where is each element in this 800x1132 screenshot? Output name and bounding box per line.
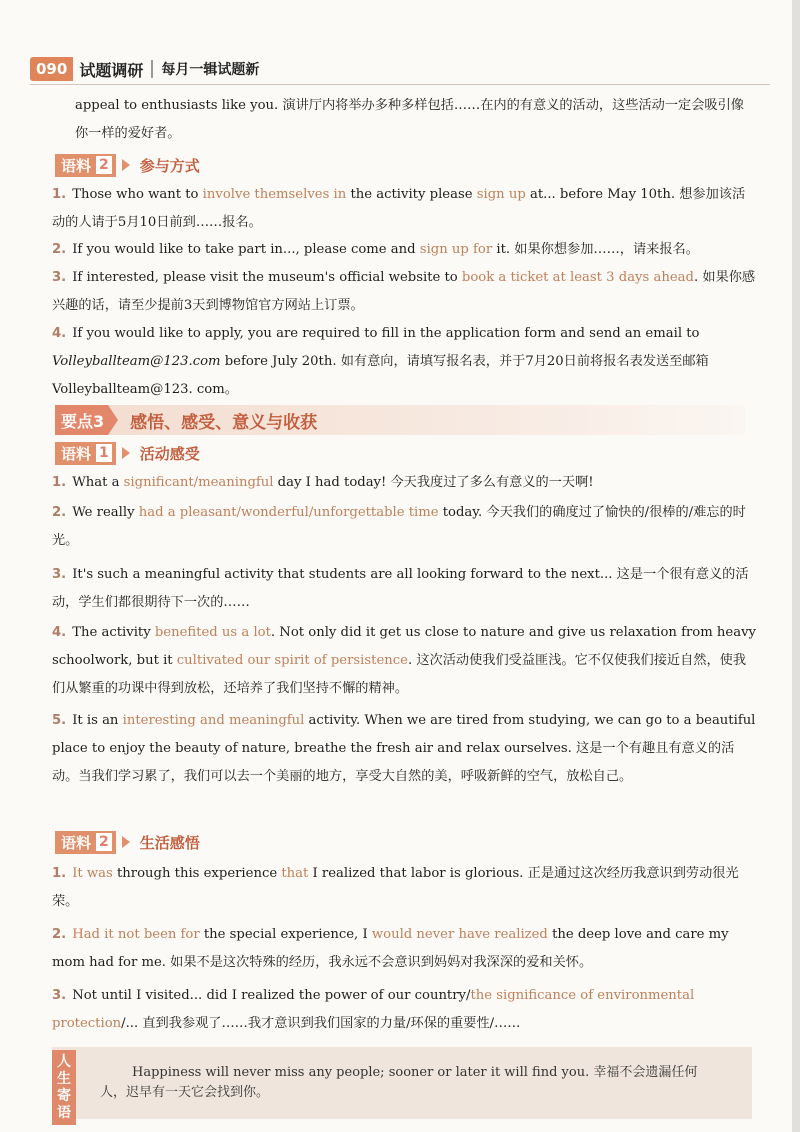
feeling-item-1: 1. What a significant/meaningful day I had today! 今天我度过了多么有意义的一天啊! (52, 475, 594, 490)
feeling-item-3: 3. It's such a meaningful activity that students are all looking forward to the next... 这是一个很有意义的活动，学生们都很期待下一次的…… (52, 567, 749, 610)
intro-paragraph (75, 92, 755, 148)
feeling-item-5: 5. It is an interesting and meaningful activity. When we are tired from studying, we can go to a beautiful place to enjoy the beauty of nature, breathe the fresh air and relax ourselves. 这是一个有趣且有意义的活动。当我们学习累了，我们可以去一个美丽的地方，享受大自然的美，呼吸新鲜的空气，放松自己。 (52, 713, 756, 784)
footer-quote: Happiness will never miss any people; sooner or later it will find you. 幸福不会遗漏任何人，迟早有一天它会找到你。 (100, 1065, 698, 1100)
participation-item-2: 2. If you would like to take part in..., please come and sign up for it. 如果你想参加……，请来报名。 (52, 242, 699, 257)
insight-item-3: 3. Not until I visited... did I realized the power of our country/the significance of environmental protection/... 直到我参观了……我才意识到我们国家的力量/环保的重要性/…… (52, 988, 695, 1031)
insight-item-2: 2. Had it not been for the special experience, I would never have realized the deep love and care my mom had for me. 如果不是这次特殊的经历，我永远不会意识到妈妈对我深深的爱和关怀。 (52, 927, 729, 970)
triangle-icon (122, 836, 130, 848)
insight-item-1: 1. It was through this experience that I realized that labor is glorious. 正是通过这次经历我意识到劳动很光荣。 (52, 866, 739, 909)
material-title: 参与方式 (139, 156, 200, 175)
feeling-item-4: 4. The activity benefited us a lot. Not only did it get us close to nature and give us relaxation from heavy schoolwork, but it cultivated our spirit of persistence. 这次活动使我们受益匪浅。它不仅使我们接近自然，使我们从繁重的功课中得到放松，还培养了我们坚持不懈的精神。 (52, 625, 756, 696)
keypoint-band (55, 405, 745, 435)
intro-en: appeal to enthusiasts like you. (75, 98, 279, 113)
material-tag: 语料 2 (55, 154, 116, 177)
chevron-right-icon (108, 405, 118, 435)
material-title: 生活感悟 (139, 833, 200, 852)
material-label-participation (55, 152, 200, 178)
triangle-icon (122, 159, 130, 171)
material-title: 活动感受 (139, 444, 200, 463)
header-subtitle: 每月一辑试题新 (161, 62, 260, 78)
participation-item-3: 3. If interested, please visit the museum's official website to book a ticket at least 3 days ahead. 如果你感兴趣的话，请至少提前3天到博物馆官方网站上订票。 (52, 270, 756, 313)
keypoint-title: 感悟、感受、意义与收获 (130, 412, 318, 433)
material-tag: 语料 2 (55, 831, 116, 854)
page-edge-shadow (792, 0, 800, 1132)
triangle-icon (122, 447, 130, 459)
keypoint-tag: 要点3 (55, 405, 108, 435)
footer-side-label: 人 生 寄 语 (52, 1050, 76, 1125)
material-label-feelings (55, 440, 200, 466)
participation-item-4: 4. If you would like to apply, you are required to fill in the application form and send an email to Volleyballteam@123.com before July 20th. 如有意向，请填写报名表，并于7月20日前将报名表发送至邮箱 Volleyballteam@123. com。 (52, 326, 709, 397)
page-header (30, 55, 259, 83)
section-title: 试题调研 (79, 60, 144, 80)
feeling-item-2: 2. We really had a pleasant/wonderful/unforgettable time today. 今天我们的确度过了愉快的/很棒的/难忘的时光。 (52, 505, 746, 548)
material-label-insights (55, 829, 200, 855)
participation-item-1: 1. Those who want to involve themselves in the activity please sign up at... before May 10th. 想参加该活动的人请于5月10日前到……报名。 (52, 187, 746, 230)
material-tag: 语料 1 (55, 442, 116, 465)
page-number: 090 (30, 57, 73, 81)
intro-zh: 演讲厅内将举办多种多样包括……在内的有意义的活动，这些活动一定会吸引像你一样的爱好者。 (75, 98, 744, 141)
header-rule (30, 84, 770, 85)
